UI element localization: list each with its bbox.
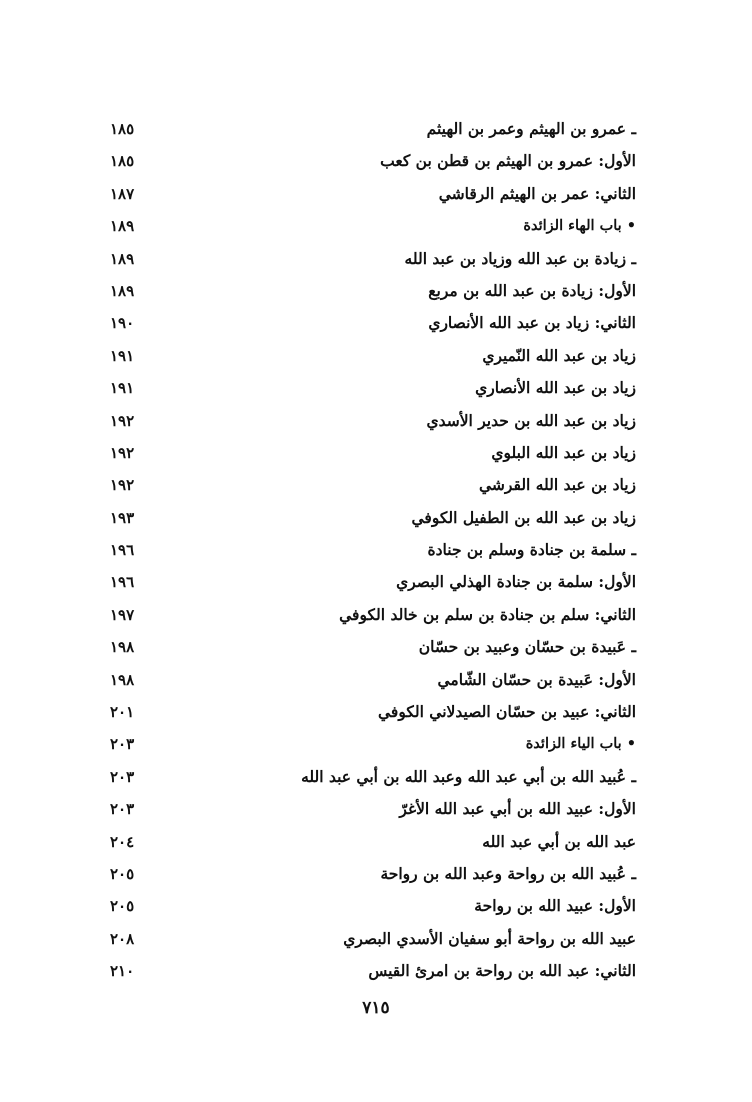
toc-entry-page: ٢٠٥ <box>110 897 135 916</box>
toc-entry-page: ٢٠٣ <box>110 735 135 754</box>
toc-row <box>110 923 636 955</box>
table-of-contents <box>110 113 636 988</box>
toc-row <box>110 437 636 469</box>
toc-row <box>110 890 636 922</box>
toc-row <box>110 178 636 210</box>
toc-row <box>110 469 636 501</box>
toc-row <box>110 372 636 404</box>
toc-row <box>110 761 636 793</box>
toc-entry-page: ١٨٩ <box>110 217 135 236</box>
toc-entry-page: ١٩١ <box>110 379 135 398</box>
toc-entry-page: ٢٠٥ <box>110 864 135 883</box>
toc-entry-title: ـ عُبيد الله بن أبي عبد الله وعبد الله بن أبي عبد الله <box>301 766 636 786</box>
toc-entry-page: ١٩٣ <box>110 508 135 527</box>
toc-entry-page: ٢٠١ <box>110 703 135 722</box>
toc-entry-page: ١٩٦ <box>110 573 135 592</box>
toc-entry-page: ١٩٨ <box>110 638 135 657</box>
toc-entry-page: ١٩٨ <box>110 670 135 689</box>
toc-entry-page: ١٩٠ <box>110 314 135 333</box>
toc-entry-title: الأول: سلمة بن جنادة الهذلي البصري <box>396 572 636 592</box>
toc-entry-page: ١٨٩ <box>110 249 135 268</box>
toc-row <box>110 502 636 534</box>
toc-entry-page: ١٨٧ <box>110 184 135 203</box>
toc-entry-page: ١٩٢ <box>110 443 135 462</box>
toc-entry-title: ـ عُبيد الله بن رواحة وعبد الله بن رواحة <box>380 863 636 883</box>
toc-entry-page: ١٩١ <box>110 346 135 365</box>
toc-entry-title: عبد الله بن أبي عبد الله <box>482 831 636 851</box>
toc-entry-page: ٢٠٤ <box>110 832 135 851</box>
toc-entry-title: الأول: زيادة بن عبد الله بن مربع <box>428 280 636 300</box>
toc-entry-title: ـ عمرو بن الهيثم وعمر بن الهيثم <box>426 119 636 138</box>
toc-entry-page: ١٨٥ <box>110 152 135 171</box>
toc-row <box>110 243 636 275</box>
toc-entry-title: الثاني: عبد الله بن رواحة بن امرئ القيس <box>368 961 636 981</box>
toc-entry-title: الأول: عبيد الله بن رواحة <box>474 896 636 916</box>
toc-entry-page: ٢٠٣ <box>110 767 135 786</box>
toc-entry-page: ١٨٥ <box>110 120 135 138</box>
toc-entry-title: زياد بن عبد الله بن حدير الأسدي <box>426 410 636 430</box>
toc-row <box>110 405 636 437</box>
toc-entry-title: الأول: عبيد الله بن أبي عبد الله الأغرّ <box>399 799 636 819</box>
toc-row <box>110 275 636 307</box>
toc-entry-page: ٢٠٣ <box>110 800 135 819</box>
toc-entry-title: عبيد الله بن رواحة أبو سفيان الأسدي البصري <box>343 928 636 948</box>
toc-entry-page: ١٨٩ <box>110 281 135 300</box>
toc-row <box>110 340 636 372</box>
toc-row <box>110 113 636 145</box>
toc-row <box>110 145 636 177</box>
toc-row <box>110 793 636 825</box>
toc-entry-title: زياد بن عبد الله بن الطفيل الكوفي <box>411 507 636 527</box>
toc-section-title: • باب الهاء الزائدة <box>523 217 636 235</box>
page-number: ٧١٥ <box>362 998 390 1018</box>
toc-entry-title: زياد بن عبد الله الأنصاري <box>475 378 636 398</box>
toc-entry-title: ـ زيادة بن عبد الله وزياد بن عبد الله <box>404 248 636 268</box>
toc-entry-title: زياد بن عبد الله البلوي <box>491 442 636 462</box>
toc-entry-page: ٢٠٨ <box>110 929 135 948</box>
toc-row <box>110 307 636 339</box>
toc-entry-title: الأول: عَبيدة بن حسّان الشّامي <box>437 669 636 689</box>
toc-entry-title: زياد بن عبد الله القرشي <box>479 475 636 495</box>
toc-row <box>110 955 636 987</box>
toc-entry-page: ١٩٢ <box>110 476 135 495</box>
toc-entry-title: الثاني: عبيد بن حسّان الصيدلاني الكوفي <box>377 702 636 722</box>
toc-entry-title: الثاني: سلم بن جنادة بن سلم بن خالد الكوفي <box>339 604 636 624</box>
toc-section-row <box>110 728 636 760</box>
toc-row <box>110 599 636 631</box>
toc-entry-title: الأول: عمرو بن الهيثم بن قطن بن كعب <box>380 151 636 171</box>
toc-row <box>110 858 636 890</box>
toc-section-row <box>110 210 636 242</box>
toc-entry-title: زياد بن عبد الله النّميري <box>482 345 636 365</box>
toc-row <box>110 566 636 598</box>
toc-entry-page: ١٩٢ <box>110 411 135 430</box>
toc-entry-title: ـ سلمة بن جنادة وسلم بن جنادة <box>427 540 636 560</box>
toc-section-title: • باب الياء الزائدة <box>525 735 636 753</box>
toc-entry-page: ١٩٦ <box>110 541 135 560</box>
toc-entry-page: ١٩٧ <box>110 605 135 624</box>
toc-entry-title: ـ عَبيدة بن حسّان وعبيد بن حسّان <box>418 637 636 657</box>
toc-entry-title: الثاني: عمر بن الهيثم الرقاشي <box>438 183 636 203</box>
toc-row <box>110 826 636 858</box>
toc-row <box>110 534 636 566</box>
toc-row <box>110 696 636 728</box>
toc-row <box>110 664 636 696</box>
toc-entry-title: الثاني: زياد بن عبد الله الأنصاري <box>428 313 636 333</box>
toc-entry-page: ٢١٠ <box>110 962 135 981</box>
toc-row <box>110 631 636 663</box>
